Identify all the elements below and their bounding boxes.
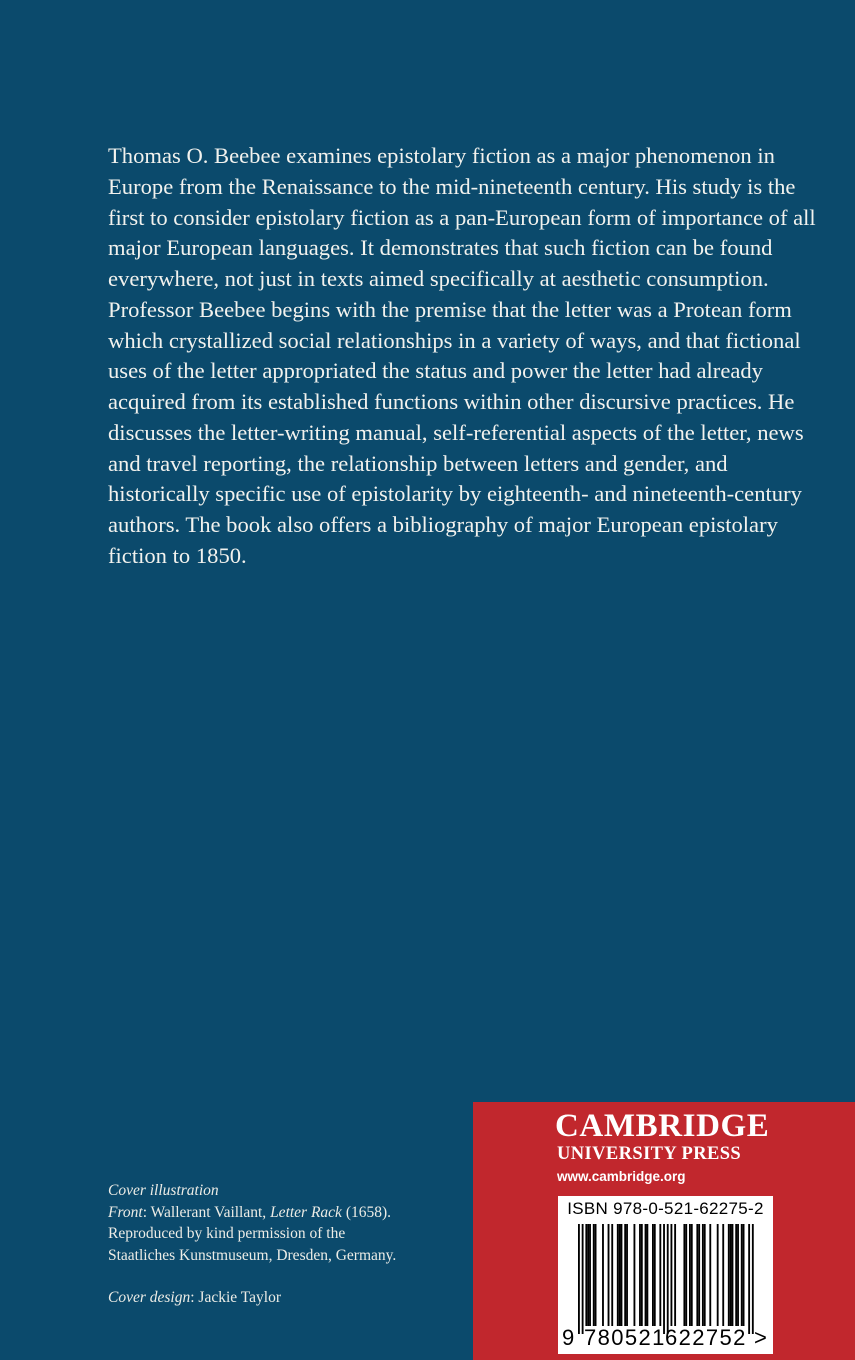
barcode-bar — [674, 1224, 676, 1326]
cover-design-separator: : — [190, 1289, 199, 1306]
barcode-bar — [587, 1224, 589, 1326]
barcode-bar — [621, 1224, 623, 1326]
barcode-bar — [741, 1224, 743, 1326]
barcode-bar — [645, 1224, 647, 1326]
artwork-year: (1658). — [341, 1203, 392, 1221]
barcode-bar — [652, 1224, 654, 1326]
barcode-right-group: 622752 — [665, 1325, 747, 1350]
barcode-bar — [608, 1224, 610, 1326]
barcode-bar — [698, 1224, 700, 1326]
barcode-guard-bar — [752, 1224, 754, 1334]
barcode-bar — [589, 1224, 591, 1326]
barcode-end-mark: > — [754, 1325, 767, 1350]
cover-illustration-heading: Cover illustration — [108, 1182, 219, 1199]
barcode-bar — [593, 1224, 595, 1326]
barcode-guard-bar — [663, 1224, 665, 1334]
barcode-bar — [735, 1224, 737, 1326]
barcode-bar — [595, 1224, 597, 1326]
barcode-bar — [626, 1224, 628, 1326]
barcode-bar — [722, 1224, 724, 1326]
barcode-bar — [646, 1224, 648, 1326]
barcode-bar — [702, 1224, 704, 1326]
permission-line-1: Reproduced by kind permission of the — [108, 1225, 346, 1242]
barcode-bar — [717, 1224, 719, 1326]
barcode-bar — [689, 1224, 691, 1326]
barcode-bar — [685, 1224, 687, 1326]
cover-design-label: Cover design — [108, 1289, 191, 1306]
barcode-bar — [704, 1224, 706, 1326]
cover-design-line — [108, 1287, 468, 1309]
isbn-label: ISBN 978-0-521-62275-2 — [567, 1199, 764, 1218]
barcode-bar — [691, 1224, 693, 1326]
barcode-bar — [730, 1224, 732, 1326]
barcode-bar — [683, 1224, 685, 1326]
front-illustration-line — [108, 1202, 468, 1224]
barcode-box — [558, 1196, 773, 1354]
barcode-bar — [602, 1224, 604, 1326]
cover-designer: Jackie Taylor — [198, 1289, 281, 1306]
front-label: Front — [108, 1203, 143, 1221]
barcode-bar — [728, 1224, 730, 1326]
barcode-bar — [696, 1224, 698, 1326]
barcode-bar — [743, 1224, 745, 1326]
barcode-left-group: 780521 — [584, 1325, 666, 1350]
barcode-guard-bar — [667, 1224, 669, 1334]
barcode-guard-bar — [582, 1224, 584, 1334]
barcode-bar — [732, 1224, 734, 1326]
barcode-bar — [585, 1224, 587, 1326]
barcode-bar — [737, 1224, 739, 1326]
barcode-first-digit: 9 — [562, 1325, 575, 1350]
barcode-bar — [659, 1224, 661, 1326]
barcode-bar — [641, 1224, 643, 1326]
barcode-bar — [709, 1224, 711, 1326]
barcode-guard-bar — [578, 1224, 580, 1334]
publisher-name: CAMBRIDGE — [555, 1108, 770, 1144]
barcode-bar — [624, 1224, 626, 1326]
publisher-subtitle: UNIVERSITY PRESS — [557, 1144, 742, 1164]
artwork-title: Letter Rack — [270, 1203, 342, 1221]
cover-credits — [108, 1180, 468, 1309]
barcode-bar — [617, 1224, 619, 1326]
front-separator: : Wallerant Vaillant, — [142, 1203, 271, 1221]
barcode-bar — [654, 1224, 656, 1326]
barcode-bar — [671, 1224, 673, 1326]
barcode-guard-bar — [748, 1224, 750, 1334]
barcode-bar — [639, 1224, 641, 1326]
barcode-bar — [611, 1224, 613, 1326]
publisher-panel — [473, 1102, 855, 1360]
barcode-bar — [619, 1224, 621, 1326]
permission-line-2: Staatliches Kunstmuseum, Dresden, Germany. — [108, 1246, 397, 1264]
back-cover-blurb: Thomas O. Beebee examines epistolary fiction as a major phenomenon in Europe from the Renaissance to the mid-nineteenth century. His study is the first to consider epistolary fiction as a pan-European form of importance of all major European languages. It demonstrates that such fiction can be found everywhere, not just in texts aimed specifically at aesthetic consumption. Professor Beebee begins with the premise that the letter was a Protean form which crystallized social relationships in a variety of ways, and that fictional uses of the letter appropriated the status and power the letter had already acquired from its established functions within other discursive practices. He discusses the letter-writing manual, self-referential aspects of the letter, news and travel reporting, the relationship between letters and gender, and historically specific use of epistolarity by eighteenth- and nineteenth-century authors. The book also offers a bibliography of major European epistolary fiction to 1850. — [108, 143, 816, 568]
publisher-url: www.cambridge.org — [557, 1169, 686, 1184]
barcode-bar — [634, 1224, 636, 1326]
